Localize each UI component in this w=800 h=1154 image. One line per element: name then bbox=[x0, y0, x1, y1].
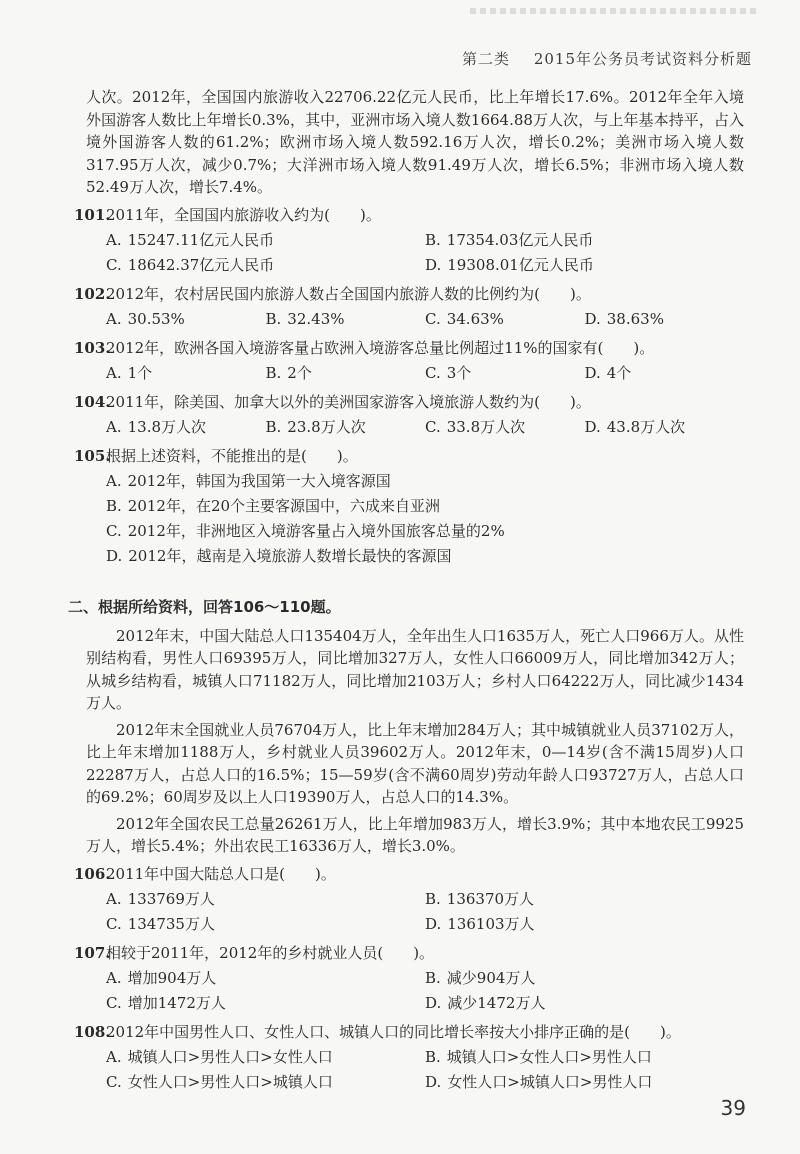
question-item bbox=[74, 336, 744, 386]
answer-option bbox=[425, 887, 744, 912]
question-number: 105. bbox=[74, 446, 111, 465]
section-title: 二、根据所给资料，回答106～110题。 bbox=[68, 597, 341, 616]
answer-option bbox=[425, 966, 744, 991]
answer-option bbox=[106, 1070, 425, 1095]
option-text: 19308.01亿元人民币 bbox=[447, 255, 594, 274]
question-item bbox=[74, 390, 744, 440]
option-text: 17354.03亿元人民币 bbox=[446, 230, 594, 249]
answer-option bbox=[425, 415, 585, 440]
question-number: 107. bbox=[74, 943, 111, 962]
option-letter: B. bbox=[265, 417, 282, 436]
answer-option bbox=[106, 469, 744, 494]
question-item bbox=[74, 1020, 744, 1095]
option-text: 18642.37亿元人民币 bbox=[127, 255, 275, 274]
answer-option bbox=[106, 253, 425, 278]
section-paragraph: 2012年末，中国大陆总人口135404万人，全年出生人口1635万人，死亡人口966万人。从性别结构看，男性人口69395万人，同比增加327万人，女性人口66009万人，同比增加342万人；从城乡结构看，城镇人口71182万人，同比增加2103万人；乡村人口64222万人，同比减少1434万人。 bbox=[86, 626, 744, 712]
answer-option bbox=[425, 361, 585, 386]
question-text: 2012年中国男性人口、女性人口、城镇人口的同比增长率按大小排序正确的是( )。 bbox=[106, 1022, 681, 1041]
question-group-b bbox=[74, 862, 744, 1095]
option-text: 23.8万人次 bbox=[287, 417, 366, 436]
answer-option bbox=[425, 912, 744, 937]
option-letter: C. bbox=[106, 914, 122, 933]
option-letter: A. bbox=[106, 968, 122, 987]
option-text: 2012年，在20个主要客源国中，六成来自亚洲 bbox=[127, 496, 441, 515]
option-text: 减少1472万人 bbox=[447, 993, 546, 1012]
option-letter: D. bbox=[425, 993, 442, 1012]
option-text: 城镇人口>女性人口>男性人口 bbox=[446, 1047, 652, 1066]
answer-options bbox=[86, 415, 744, 440]
option-letter: A. bbox=[106, 363, 122, 382]
option-letter: D. bbox=[584, 363, 601, 382]
question-text: 2012年，欧洲各国入境游客量占欧洲入境游客总量比例超过11%的国家有( )。 bbox=[106, 338, 655, 357]
intro-paragraph: 人次。2012年，全国国内旅游收入22706.22亿元人民币，比上年增长17.6%。2012年全年入境外国游客人数比上年增长0.3%，其中，亚洲市场入境人数1664.88万人次，与上年基本持平，占入境外国游客人数的61.2%；欧洲市场入境人数592.16万人次，增长0.2%；美洲市场入境人数317.95万人次，减少0.7%；大洋洲市场入境人数91.49万人次，增长6.5%；非洲市场入境人数52.49万人次，增长7.4%。 bbox=[86, 88, 744, 196]
section-paragraph: 2012年末全国就业人员76704万人，比上年末增加284万人；其中城镇就业人员37102万人，比上年末增加1188万人，乡村就业人员39602万人。2012年末，0—14岁(含不满15周岁)人口22287万人，占总人口的16.5%；15—59岁(含不满60周岁)劳动年龄人口93727万人，占总人口的69.2%；60周岁及以上人口19390万人，占总人口的14.3%。 bbox=[86, 720, 744, 806]
answer-option bbox=[585, 307, 745, 332]
option-text: 136370万人 bbox=[446, 889, 535, 908]
answer-options bbox=[86, 966, 744, 1016]
answer-option bbox=[106, 912, 425, 937]
answer-option bbox=[425, 253, 744, 278]
answer-option bbox=[106, 1045, 425, 1070]
question-stem bbox=[74, 390, 744, 415]
option-text: 2012年，越南是入境旅游人数增长最快的客源国 bbox=[128, 546, 452, 565]
question-text: 2012年，农村居民国内旅游人数占全国国内旅游人数的比例约为( )。 bbox=[106, 284, 591, 303]
answer-option bbox=[585, 361, 745, 386]
option-letter: B. bbox=[425, 230, 441, 249]
section-paragraph: 2012年全国农民工总量26261万人，比上年增加983万人，增长3.9%；其中本地农民工9925万人，增长5.4%；外出农民工16336万人，增长3.0%。 bbox=[86, 814, 744, 855]
answer-option bbox=[106, 415, 266, 440]
option-letter: D. bbox=[425, 914, 442, 933]
option-text: 33.8万人次 bbox=[446, 417, 526, 436]
answer-option bbox=[106, 887, 425, 912]
question-stem bbox=[74, 203, 744, 228]
option-letter: B. bbox=[265, 363, 282, 382]
option-text: 1个 bbox=[127, 363, 153, 382]
answer-option bbox=[106, 991, 425, 1016]
answer-option bbox=[425, 991, 744, 1016]
question-text: 根据上述资料，不能推出的是( )。 bbox=[106, 446, 358, 465]
answer-option bbox=[425, 1070, 744, 1095]
page-content bbox=[68, 86, 744, 1095]
running-header bbox=[462, 48, 752, 69]
question-text: 2011年中国大陆总人口是( )。 bbox=[106, 864, 336, 883]
answer-option bbox=[106, 307, 266, 332]
question-number: 104. bbox=[74, 392, 111, 411]
page-number: 39 bbox=[720, 1096, 746, 1120]
option-letter: C. bbox=[425, 363, 441, 382]
option-text: 136103万人 bbox=[447, 914, 535, 933]
question-stem bbox=[74, 1020, 744, 1045]
option-letter: A. bbox=[106, 309, 122, 328]
option-text: 2012年，韩国为我国第一大入境客源国 bbox=[127, 471, 391, 490]
option-letter: A. bbox=[106, 1047, 122, 1066]
option-letter: D. bbox=[425, 1072, 442, 1091]
option-letter: C. bbox=[106, 1072, 122, 1091]
option-text: 4个 bbox=[606, 363, 632, 382]
question-stem bbox=[74, 862, 744, 887]
answer-option bbox=[106, 228, 425, 253]
option-letter: B. bbox=[106, 496, 122, 515]
question-item bbox=[74, 941, 744, 1016]
question-number: 108. bbox=[74, 1022, 111, 1041]
question-item bbox=[74, 203, 744, 278]
option-letter: D. bbox=[425, 255, 442, 274]
option-text: 增加1472万人 bbox=[127, 993, 226, 1012]
option-text: 女性人口>男性人口>城镇人口 bbox=[127, 1072, 333, 1091]
option-text: 2个 bbox=[287, 363, 312, 382]
option-letter: B. bbox=[425, 968, 441, 987]
answer-option bbox=[266, 415, 426, 440]
question-number: 103. bbox=[74, 338, 111, 357]
answer-options bbox=[86, 887, 744, 937]
option-letter: C. bbox=[106, 993, 122, 1012]
option-letter: A. bbox=[106, 889, 122, 908]
option-text: 134735万人 bbox=[127, 914, 215, 933]
scan-artifact-strip bbox=[470, 8, 760, 14]
question-number: 102. bbox=[74, 284, 111, 303]
option-text: 13.8万人次 bbox=[127, 417, 207, 436]
question-text: 2011年，全国国内旅游收入约为( )。 bbox=[106, 205, 381, 224]
option-text: 43.8万人次 bbox=[606, 417, 686, 436]
header-chapter: 第二类 bbox=[462, 50, 511, 68]
question-number: 101. bbox=[74, 205, 111, 224]
answer-option bbox=[266, 361, 426, 386]
answer-options bbox=[86, 307, 744, 332]
option-letter: B. bbox=[425, 889, 441, 908]
question-number: 106. bbox=[74, 864, 111, 883]
answer-options bbox=[86, 228, 744, 278]
option-letter: B. bbox=[425, 1047, 441, 1066]
question-stem bbox=[74, 941, 744, 966]
answer-options bbox=[86, 1045, 744, 1095]
option-letter: A. bbox=[106, 417, 122, 436]
answer-option bbox=[106, 494, 744, 519]
question-stem bbox=[74, 444, 744, 469]
option-letter: C. bbox=[425, 309, 441, 328]
option-text: 15247.11亿元人民币 bbox=[127, 230, 275, 249]
answer-options bbox=[86, 361, 744, 386]
option-letter: C. bbox=[106, 255, 122, 274]
header-title: 2015年公务员考试资料分析题 bbox=[533, 50, 752, 68]
option-text: 城镇人口>男性人口>女性人口 bbox=[127, 1047, 333, 1066]
option-letter: D. bbox=[584, 309, 601, 328]
answer-option bbox=[106, 966, 425, 991]
answer-option bbox=[106, 361, 266, 386]
option-letter: A. bbox=[106, 230, 122, 249]
option-letter: B. bbox=[265, 309, 282, 328]
question-stem bbox=[74, 282, 744, 307]
option-letter: C. bbox=[106, 521, 122, 540]
question-item bbox=[74, 444, 744, 569]
answer-option bbox=[425, 228, 744, 253]
option-text: 30.53% bbox=[127, 309, 185, 328]
answer-option bbox=[106, 544, 744, 569]
question-group-a bbox=[74, 203, 744, 569]
option-letter: D. bbox=[584, 417, 601, 436]
option-text: 减少904万人 bbox=[446, 968, 536, 987]
question-stem bbox=[74, 336, 744, 361]
option-text: 34.63% bbox=[446, 309, 504, 328]
answer-option bbox=[266, 307, 426, 332]
option-letter: D. bbox=[106, 546, 123, 565]
question-item bbox=[74, 862, 744, 937]
option-text: 2012年，非洲地区入境游客量占入境外国旅客总量的2% bbox=[127, 521, 505, 540]
option-letter: A. bbox=[106, 471, 122, 490]
option-text: 3个 bbox=[446, 363, 472, 382]
option-letter: C. bbox=[425, 417, 441, 436]
answer-option bbox=[425, 1045, 744, 1070]
answer-option bbox=[106, 519, 744, 544]
answer-option bbox=[585, 415, 745, 440]
option-text: 133769万人 bbox=[127, 889, 215, 908]
answer-options bbox=[86, 469, 744, 569]
question-text: 2011年，除美国、加拿大以外的美洲国家游客入境旅游人数约为( )。 bbox=[106, 392, 591, 411]
question-text: 相较于2011年，2012年的乡村就业人员( )。 bbox=[106, 943, 435, 962]
option-text: 女性人口>城镇人口>男性人口 bbox=[447, 1072, 653, 1091]
option-text: 增加904万人 bbox=[127, 968, 217, 987]
option-text: 32.43% bbox=[287, 309, 345, 328]
option-text: 38.63% bbox=[606, 309, 664, 328]
question-item bbox=[74, 282, 744, 332]
answer-option bbox=[425, 307, 585, 332]
